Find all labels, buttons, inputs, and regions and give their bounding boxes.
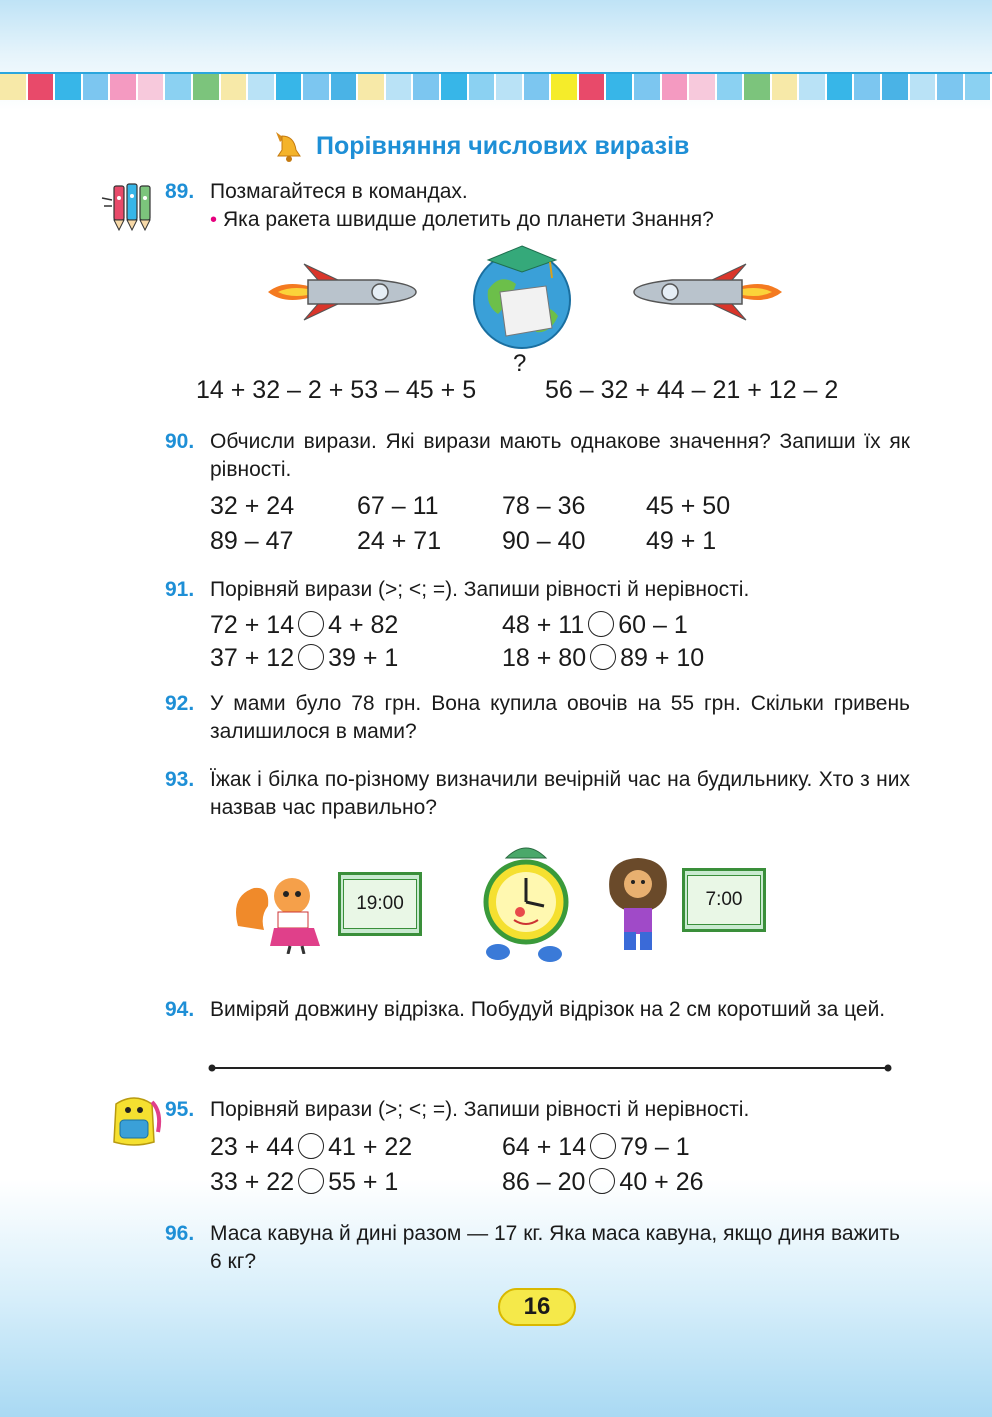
expr-cell: 67 – 11 xyxy=(357,492,439,520)
expr-left: 72 + 14 xyxy=(210,611,295,639)
stripe-segment xyxy=(83,72,111,100)
stripe-segment xyxy=(276,72,304,100)
exercise-text: Їжак і білка по-різному визначили вечірній час на будильнику. Хто з них назвав час правильно? xyxy=(210,768,910,819)
stripe-segment xyxy=(965,72,992,100)
exercise-text: Порівняй вирази (>; <; =). Запиши рівності й нерівності. xyxy=(210,1098,750,1121)
comparison-circle[interactable] xyxy=(298,611,324,637)
stripe-segment xyxy=(662,72,690,100)
stripe-segment xyxy=(772,72,800,100)
stripe-segment xyxy=(496,72,524,100)
expr-left: 64 + 14 xyxy=(502,1133,587,1161)
expr-cell: 45 + 50 xyxy=(646,492,731,520)
expression-right: 56 – 32 + 44 – 21 + 12 – 2 xyxy=(545,376,839,404)
stripe-segment xyxy=(193,72,221,100)
exercise-number: 91. xyxy=(165,578,195,601)
comparison-pair xyxy=(502,611,688,640)
exercise-95 xyxy=(165,1096,910,1124)
backpack-icon xyxy=(106,1092,162,1148)
expression-left: 14 + 32 – 2 + 53 – 45 + 5 xyxy=(196,376,477,404)
bell-icon xyxy=(270,128,306,164)
expr-cell: 89 – 47 xyxy=(210,527,294,555)
section-title xyxy=(270,128,830,164)
expr-left: 33 + 22 xyxy=(210,1168,295,1196)
stripe-segment xyxy=(55,72,83,100)
stripe-segment xyxy=(606,72,634,100)
stripe-segment xyxy=(910,72,938,100)
comparison-pair xyxy=(210,1168,398,1197)
rocket-left-icon xyxy=(268,262,418,322)
exercise-number: 89. xyxy=(165,180,195,203)
stripe-segment xyxy=(551,72,579,100)
stripe-segment xyxy=(110,72,138,100)
stripe-segment xyxy=(579,72,607,100)
squirrel-icon xyxy=(230,866,334,954)
stripe-top-line xyxy=(0,72,992,74)
page-number: 16 xyxy=(498,1288,576,1326)
stripe-segment xyxy=(28,72,56,100)
expr-cell: 78 – 36 xyxy=(502,492,586,520)
exercise-text: Позмагайтеся в командах. xyxy=(210,180,468,203)
expr-left: 23 + 44 xyxy=(210,1133,295,1161)
stripe-segment xyxy=(469,72,497,100)
exercise-96 xyxy=(165,1220,910,1276)
expr-cell: 49 + 1 xyxy=(646,527,717,555)
bullet: • xyxy=(210,209,218,231)
stripe-segment xyxy=(221,72,249,100)
hedgehog-icon xyxy=(600,854,676,954)
time-display-squirrel xyxy=(338,872,422,936)
time-text: 19:00 xyxy=(343,879,417,929)
exercise-92 xyxy=(165,690,910,746)
expr-right: 39 + 1 xyxy=(328,644,399,672)
exercise-text: У мами було 78 грн. Вона купила овочів на 55 грн. Скільки гривень залишилося в мами? xyxy=(210,692,910,743)
exercise-text: Маса кавуна й дині разом — 17 кг. Яка маса кавуна, якщо диня важить 6 кг? xyxy=(210,1222,900,1273)
stripe-segment xyxy=(689,72,717,100)
stripe-segment xyxy=(138,72,166,100)
stripe-segment xyxy=(331,72,359,100)
comparison-circle[interactable] xyxy=(590,644,616,670)
expr-left: 48 + 11 xyxy=(502,611,585,639)
exercise-90 xyxy=(165,428,910,484)
exercise-89 xyxy=(165,178,910,234)
decorative-color-stripe xyxy=(0,72,992,100)
stripe-segment xyxy=(717,72,745,100)
pencils-icon xyxy=(100,180,160,232)
comparison-circle[interactable] xyxy=(298,644,324,670)
stripe-segment xyxy=(854,72,882,100)
stripe-segment xyxy=(634,72,662,100)
comparison-pair xyxy=(502,1133,690,1162)
stripe-segment xyxy=(413,72,441,100)
time-display-hedgehog xyxy=(682,868,766,932)
exercise-text: Виміряй довжину відрізка. Побудуй відрізок на 2 см коротший за цей. xyxy=(210,998,886,1021)
comparison-circle[interactable] xyxy=(589,1168,615,1194)
stripe-segment xyxy=(744,72,772,100)
line-segment xyxy=(208,1062,892,1074)
exercise-91 xyxy=(165,576,910,604)
rocket-right-icon xyxy=(632,262,782,322)
expr-cell: 32 + 24 xyxy=(210,492,295,520)
expr-right: 60 – 1 xyxy=(618,611,688,639)
exercise-number: 94. xyxy=(165,998,195,1021)
exercise-94 xyxy=(165,996,910,1024)
comparison-circle[interactable] xyxy=(590,1133,616,1159)
expr-cell: 24 + 71 xyxy=(357,527,442,555)
stripe-segment xyxy=(937,72,965,100)
comparison-pair xyxy=(210,1133,412,1162)
expr-right: 55 + 1 xyxy=(328,1168,399,1196)
stripe-segment xyxy=(165,72,193,100)
exercise-number: 92. xyxy=(165,692,195,715)
stripe-segment xyxy=(827,72,855,100)
expr-right: 40 + 26 xyxy=(619,1168,704,1196)
stripe-segment xyxy=(358,72,386,100)
stripe-segment xyxy=(0,72,28,100)
question-text: Яка ракета швидше долетить до планети Знання? xyxy=(223,208,714,231)
title-text: Порівняння числових виразів xyxy=(316,131,690,160)
exercise-number: 95. xyxy=(165,1098,195,1121)
exercise-number: 96. xyxy=(165,1222,195,1245)
exercise-text: Обчисли вирази. Які вирази мають однакове значення? Запиши їх як рівності. xyxy=(210,430,910,481)
exercise-number: 93. xyxy=(165,768,195,791)
stripe-segment xyxy=(248,72,276,100)
exercise-number: 90. xyxy=(165,430,195,453)
expr-right: 4 + 82 xyxy=(328,611,399,639)
comparison-circle[interactable] xyxy=(298,1168,324,1194)
stripe-segment xyxy=(524,72,552,100)
comparison-pair xyxy=(210,611,398,640)
expr-right: 41 + 22 xyxy=(328,1133,413,1161)
comparison-pair xyxy=(502,644,704,673)
alarm-clock-icon xyxy=(476,840,576,968)
exercise-93 xyxy=(165,766,910,822)
comparison-circle[interactable] xyxy=(298,1133,324,1159)
stripe-segment xyxy=(386,72,414,100)
stripe-segment xyxy=(303,72,331,100)
expr-right: 79 – 1 xyxy=(620,1133,690,1161)
globe-book-icon xyxy=(470,242,574,350)
question-mark: ? xyxy=(513,350,527,377)
expr-left: 18 + 80 xyxy=(502,644,587,672)
stripe-segment xyxy=(882,72,910,100)
comparison-pair xyxy=(210,644,398,673)
comparison-pair xyxy=(502,1168,704,1197)
expr-right: 89 + 10 xyxy=(620,644,705,672)
exercise-question xyxy=(210,206,910,234)
stripe-segment xyxy=(799,72,827,100)
expr-left: 37 + 12 xyxy=(210,644,295,672)
exercise-text: Порівняй вирази (>; <; =). Запиши рівності й нерівності. xyxy=(210,578,750,601)
expr-left: 86 – 20 xyxy=(502,1168,586,1196)
stripe-segment xyxy=(441,72,469,100)
time-text: 7:00 xyxy=(687,875,761,925)
comparison-circle[interactable] xyxy=(588,611,614,637)
expr-cell: 90 – 40 xyxy=(502,527,586,555)
